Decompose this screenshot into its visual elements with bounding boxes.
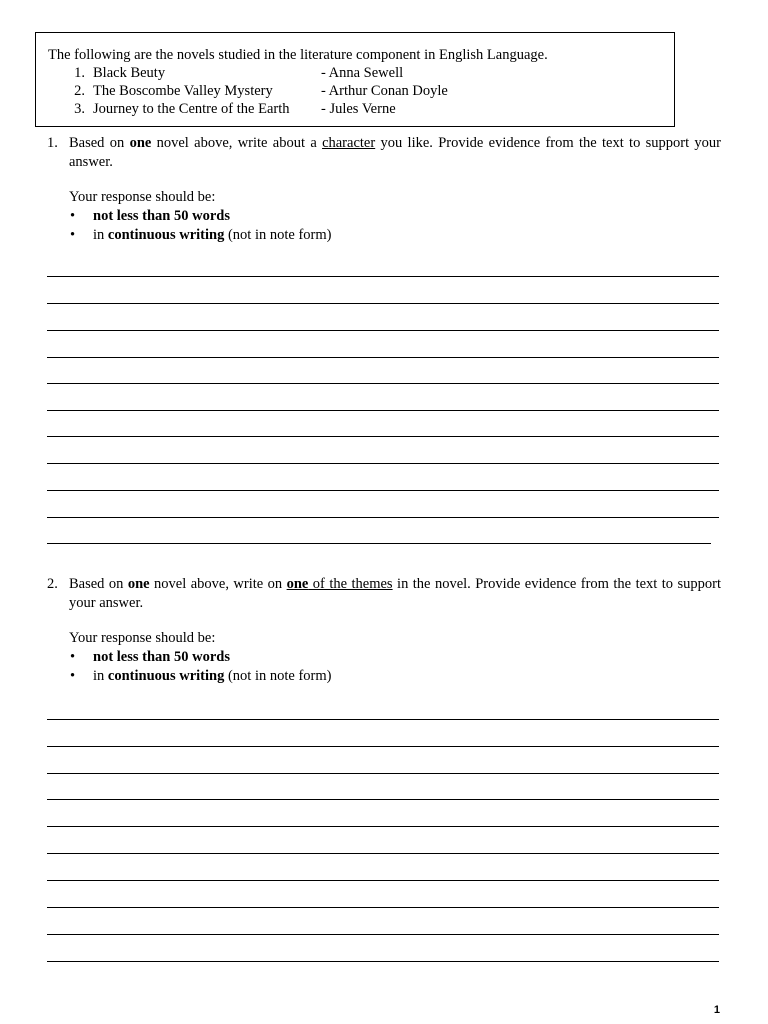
answer-line[interactable] [47, 934, 719, 935]
novel-item [48, 64, 674, 82]
bullet-icon: • [70, 649, 76, 665]
bullet-icon: • [70, 668, 76, 684]
answer-line[interactable] [47, 383, 719, 384]
bullet-icon: • [70, 208, 76, 224]
novel-title: Journey to the Centre of the Earth [93, 101, 290, 117]
answer-line[interactable] [47, 490, 719, 491]
answer-line[interactable] [47, 880, 719, 881]
answer-line[interactable] [47, 907, 719, 908]
requirement-text [93, 667, 331, 686]
answer-line[interactable] [47, 517, 719, 518]
bullet-icon: • [70, 227, 76, 243]
answer-line[interactable] [47, 746, 719, 747]
novel-title: Black Beuty [93, 65, 166, 81]
requirement-text: not less than 50 words [93, 208, 230, 224]
text-segment: Based on [69, 576, 128, 592]
requirement-item [69, 226, 721, 245]
requirement-text: not less than 50 words [93, 649, 230, 665]
page-number: 1 [713, 1004, 720, 1016]
answer-line[interactable] [47, 799, 719, 800]
emphasis-one: one [286, 576, 309, 592]
requirement-item [69, 207, 721, 226]
question-number: 1. [47, 135, 58, 151]
text-segment: in [93, 668, 108, 684]
text-segment-bold: continuous writing [107, 668, 225, 684]
novel-author: - Jules Verne [321, 101, 396, 117]
intro-text: The following are the novels studied in the literature component in English Language. [48, 47, 548, 63]
text-segment: (not in note form) [224, 227, 332, 243]
emphasis-one: one [129, 135, 152, 151]
response-requirements [69, 188, 721, 245]
answer-line[interactable] [47, 357, 719, 358]
emphasis-one: one [127, 576, 150, 592]
text-segment: novel above, write about a [151, 135, 323, 151]
text-segment: in [93, 227, 108, 243]
question-2 [47, 575, 721, 686]
text-segment-bold: continuous writing [107, 227, 225, 243]
novel-number: 2. [74, 83, 85, 99]
novel-number: 1. [74, 65, 85, 81]
novels-box [35, 32, 675, 127]
question-text [69, 134, 721, 172]
question-number: 2. [47, 576, 58, 592]
response-requirements [69, 629, 721, 686]
answer-line[interactable] [47, 410, 719, 411]
answer-line[interactable] [47, 543, 711, 544]
novel-author: - Anna Sewell [321, 65, 404, 81]
requirement-text [93, 226, 331, 245]
requirement-item [69, 667, 721, 686]
answer-line[interactable] [47, 853, 719, 854]
answer-line[interactable] [47, 330, 719, 331]
answer-line[interactable] [47, 826, 719, 827]
answer-line[interactable] [47, 719, 719, 720]
text-segment: Based on [69, 135, 130, 151]
novel-title: The Boscombe Valley Mystery [93, 83, 273, 99]
requirement-item [69, 648, 721, 667]
answer-line[interactable] [47, 463, 719, 464]
question-1 [47, 134, 721, 245]
text-segment: (not in note form) [224, 668, 332, 684]
text-segment: of the themes [308, 576, 393, 592]
response-intro: Your response should be: [69, 630, 216, 646]
answer-line[interactable] [47, 303, 719, 304]
answer-line[interactable] [47, 961, 719, 962]
underlined-character: character [322, 135, 376, 151]
novel-number: 3. [74, 101, 85, 117]
underlined-theme [287, 576, 393, 592]
response-intro: Your response should be: [69, 189, 216, 205]
question-text [69, 575, 721, 613]
text-segment: in the novel. Provide evidence from the text to support your answer. [69, 576, 721, 611]
novel-author: - Arthur Conan Doyle [321, 83, 448, 99]
answer-line[interactable] [47, 773, 719, 774]
answer-line[interactable] [47, 436, 719, 437]
answer-line[interactable] [47, 276, 719, 277]
text-segment: you like. Provide evidence from the text to support your answer. [69, 135, 722, 170]
novel-item [48, 82, 674, 100]
novel-item [48, 100, 674, 118]
text-segment: novel above, write on [149, 576, 287, 592]
